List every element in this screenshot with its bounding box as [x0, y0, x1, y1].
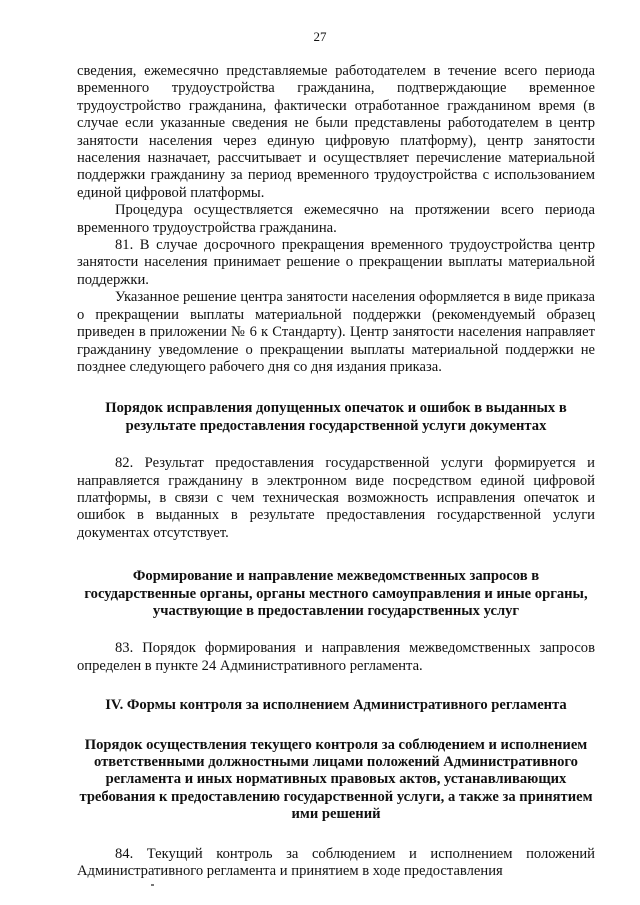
heading-section-iv: IV. Формы контроля за исполнением Административного регламента	[105, 697, 567, 714]
page-number: 27	[313, 29, 327, 44]
heading-error-correction: Порядок исправления допущенных опечаток и ошибок в выданных в результате предоставления государственной услуги документах	[105, 400, 567, 434]
paragraph-continuation: сведения, ежемесячно представляемые работодателем в течение всего периода временного трудоустройства гражданина, подтверждающие временное трудоустройство гражданина, фактически отработанное гражданином время (в случае если указанные сведения не были представлены работодателем в центр занятости населения через единую цифровую платформу), центр занятости населения назначает, рассчитывает и осуществляет перечисление материальной поддержки гражданину за период временного трудоустройства с использованием единой цифровой платформы.	[77, 63, 595, 201]
heading-current-control: Порядок осуществления текущего контроля за соблюдением и исполнением ответственными должностными лицами положений Административного регламента и иных нормативных правовых актов, устанавливающих требования к предоставлению государственной услуги, а также за принятием ими решений	[79, 736, 593, 823]
scan-mark	[151, 884, 154, 886]
paragraph-82: 82. Результат предоставления государственной услуги формируется и направляется гражданину в электронном виде посредством единой цифровой платформы, в связи с чем техническая возможность исправления опечаток и ошибок в выданных в результате предоставления государственной услуги документах отсутствует.	[77, 455, 595, 541]
paragraph-84: 84. Текущий контроль за соблюдением и исполнением положений Административного регламента и принятием в ходе предоставления	[77, 845, 595, 880]
paragraph-83: 83. Порядок формирования и направления межведомственных запросов определен в пункте 24 Административного регламента.	[77, 640, 595, 674]
page-content	[77, 63, 595, 880]
paragraph-procedure-monthly: Процедура осуществляется ежемесячно на протяжении всего периода временного трудоустройства гражданина.	[77, 202, 595, 236]
paragraph-81: 81. В случае досрочного прекращения временного трудоустройства центр занятости населения принимает решение о прекращении выплаты материальной поддержки.	[77, 237, 595, 288]
paragraph-decision: Указанное решение центра занятости населения оформляется в виде приказа о прекращении выплаты материальной поддержки (рекомендуемый образец приведен в приложении № 6 к Стандарту). Центр занятости населения направляет гражданину уведомление о прекращении выплаты материальной поддержки не позднее следующего рабочего дня со дня издания приказа.	[77, 289, 595, 375]
heading-interagency-requests: Формирование и направление межведомственных запросов в государственные органы, органы местного самоуправления и иные органы, участвующие в предоставлении государственных услуг	[84, 568, 588, 619]
